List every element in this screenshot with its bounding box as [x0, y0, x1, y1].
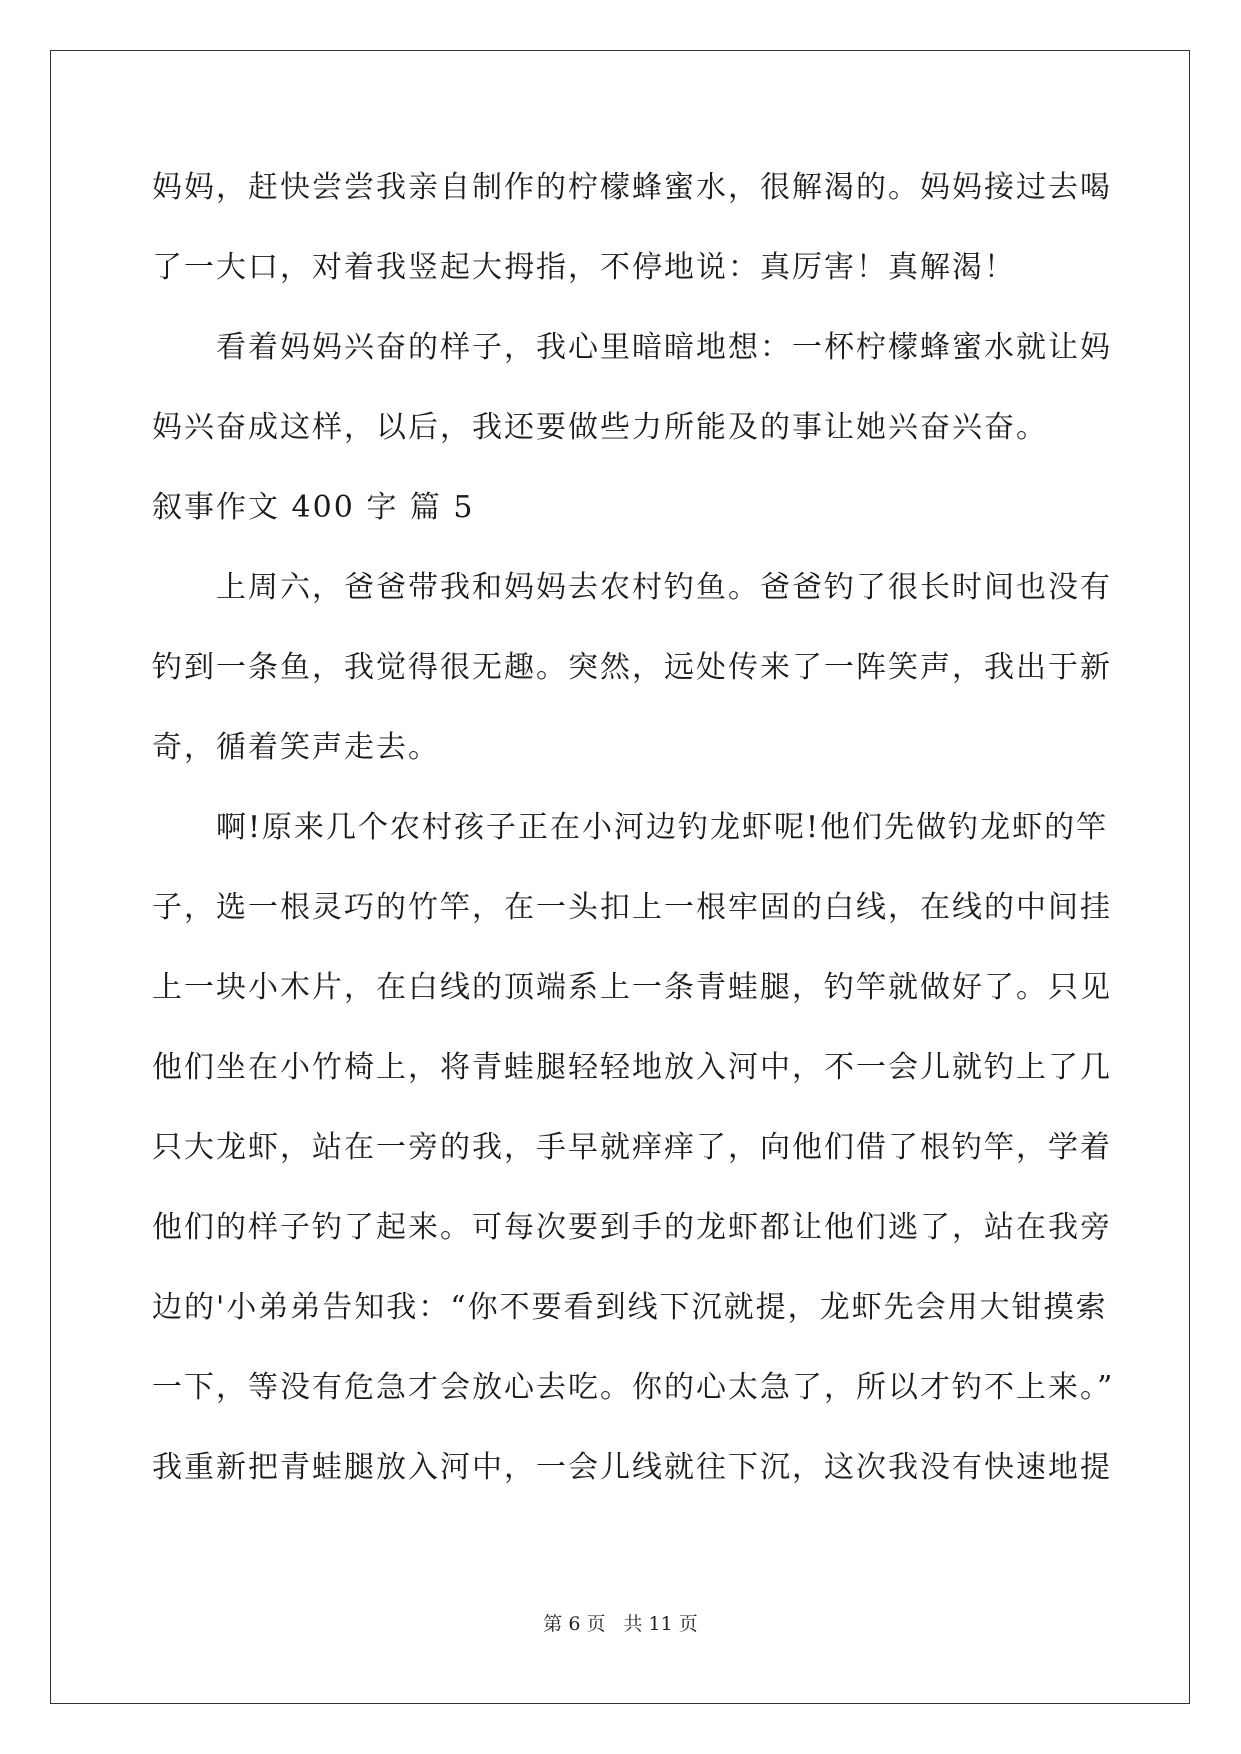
- section-heading: 叙事作文 400 字 篇 5: [152, 490, 475, 525]
- text-line: 啊!原来几个农村孩子正在小河边钓龙虾呢!他们先做钓龙虾的竿: [152, 810, 1109, 845]
- text-line: 一下，等没有危急才会放心去吃。你的心太急了，所以才钓不上来。”: [152, 1370, 1115, 1405]
- text-line: 了一大口，对着我竖起大拇指，不停地说：真厉害！真解渴！: [152, 250, 1016, 285]
- text-line: 他们的样子钓了起来。可每次要到手的龙虾都让他们逃了，站在我旁: [152, 1210, 1112, 1245]
- page-total: 共 11 页: [623, 1613, 698, 1635]
- page-number: 第 6 页: [543, 1613, 606, 1635]
- text-line: 我重新把青蛙腿放入河中，一会儿线就往下沉，这次我没有快速地提: [152, 1450, 1112, 1485]
- text-line: 他们坐在小竹椅上，将青蛙腿轻轻地放入河中，不一会儿就钓上了几: [152, 1050, 1112, 1085]
- text-line: 看着妈妈兴奋的样子，我心里暗暗地想：一杯柠檬蜂蜜水就让妈: [152, 330, 1112, 365]
- text-line: 妈兴奋成这样，以后，我还要做些力所能及的事让她兴奋兴奋。: [152, 410, 1048, 445]
- text-line: 上一块小木片，在白线的顶端系上一条青蛙腿，钓竿就做好了。只见: [152, 970, 1112, 1005]
- text-line: 边的'小弟弟告知我：“你不要看到线下沉就提，龙虾先会用大钳摸索: [152, 1290, 1108, 1325]
- text-line: 妈妈，赶快尝尝我亲自制作的柠檬蜂蜜水，很解渴的。妈妈接过去喝: [152, 170, 1112, 205]
- text-line: 钓到一条鱼，我觉得很无趣。突然，远处传来了一阵笑声，我出于新: [152, 650, 1112, 685]
- text-line: 只大龙虾，站在一旁的我，手早就痒痒了，向他们借了根钓竿，学着: [152, 1130, 1112, 1165]
- text-line: 奇，循着笑声走去。: [152, 730, 440, 765]
- page-footer: [0, 1611, 1241, 1637]
- text-line: 子，选一根灵巧的竹竿，在一头扣上一根牢固的白线，在线的中间挂: [152, 890, 1112, 925]
- text-line: 上周六，爸爸带我和妈妈去农村钓鱼。爸爸钓了很长时间也没有: [152, 570, 1112, 605]
